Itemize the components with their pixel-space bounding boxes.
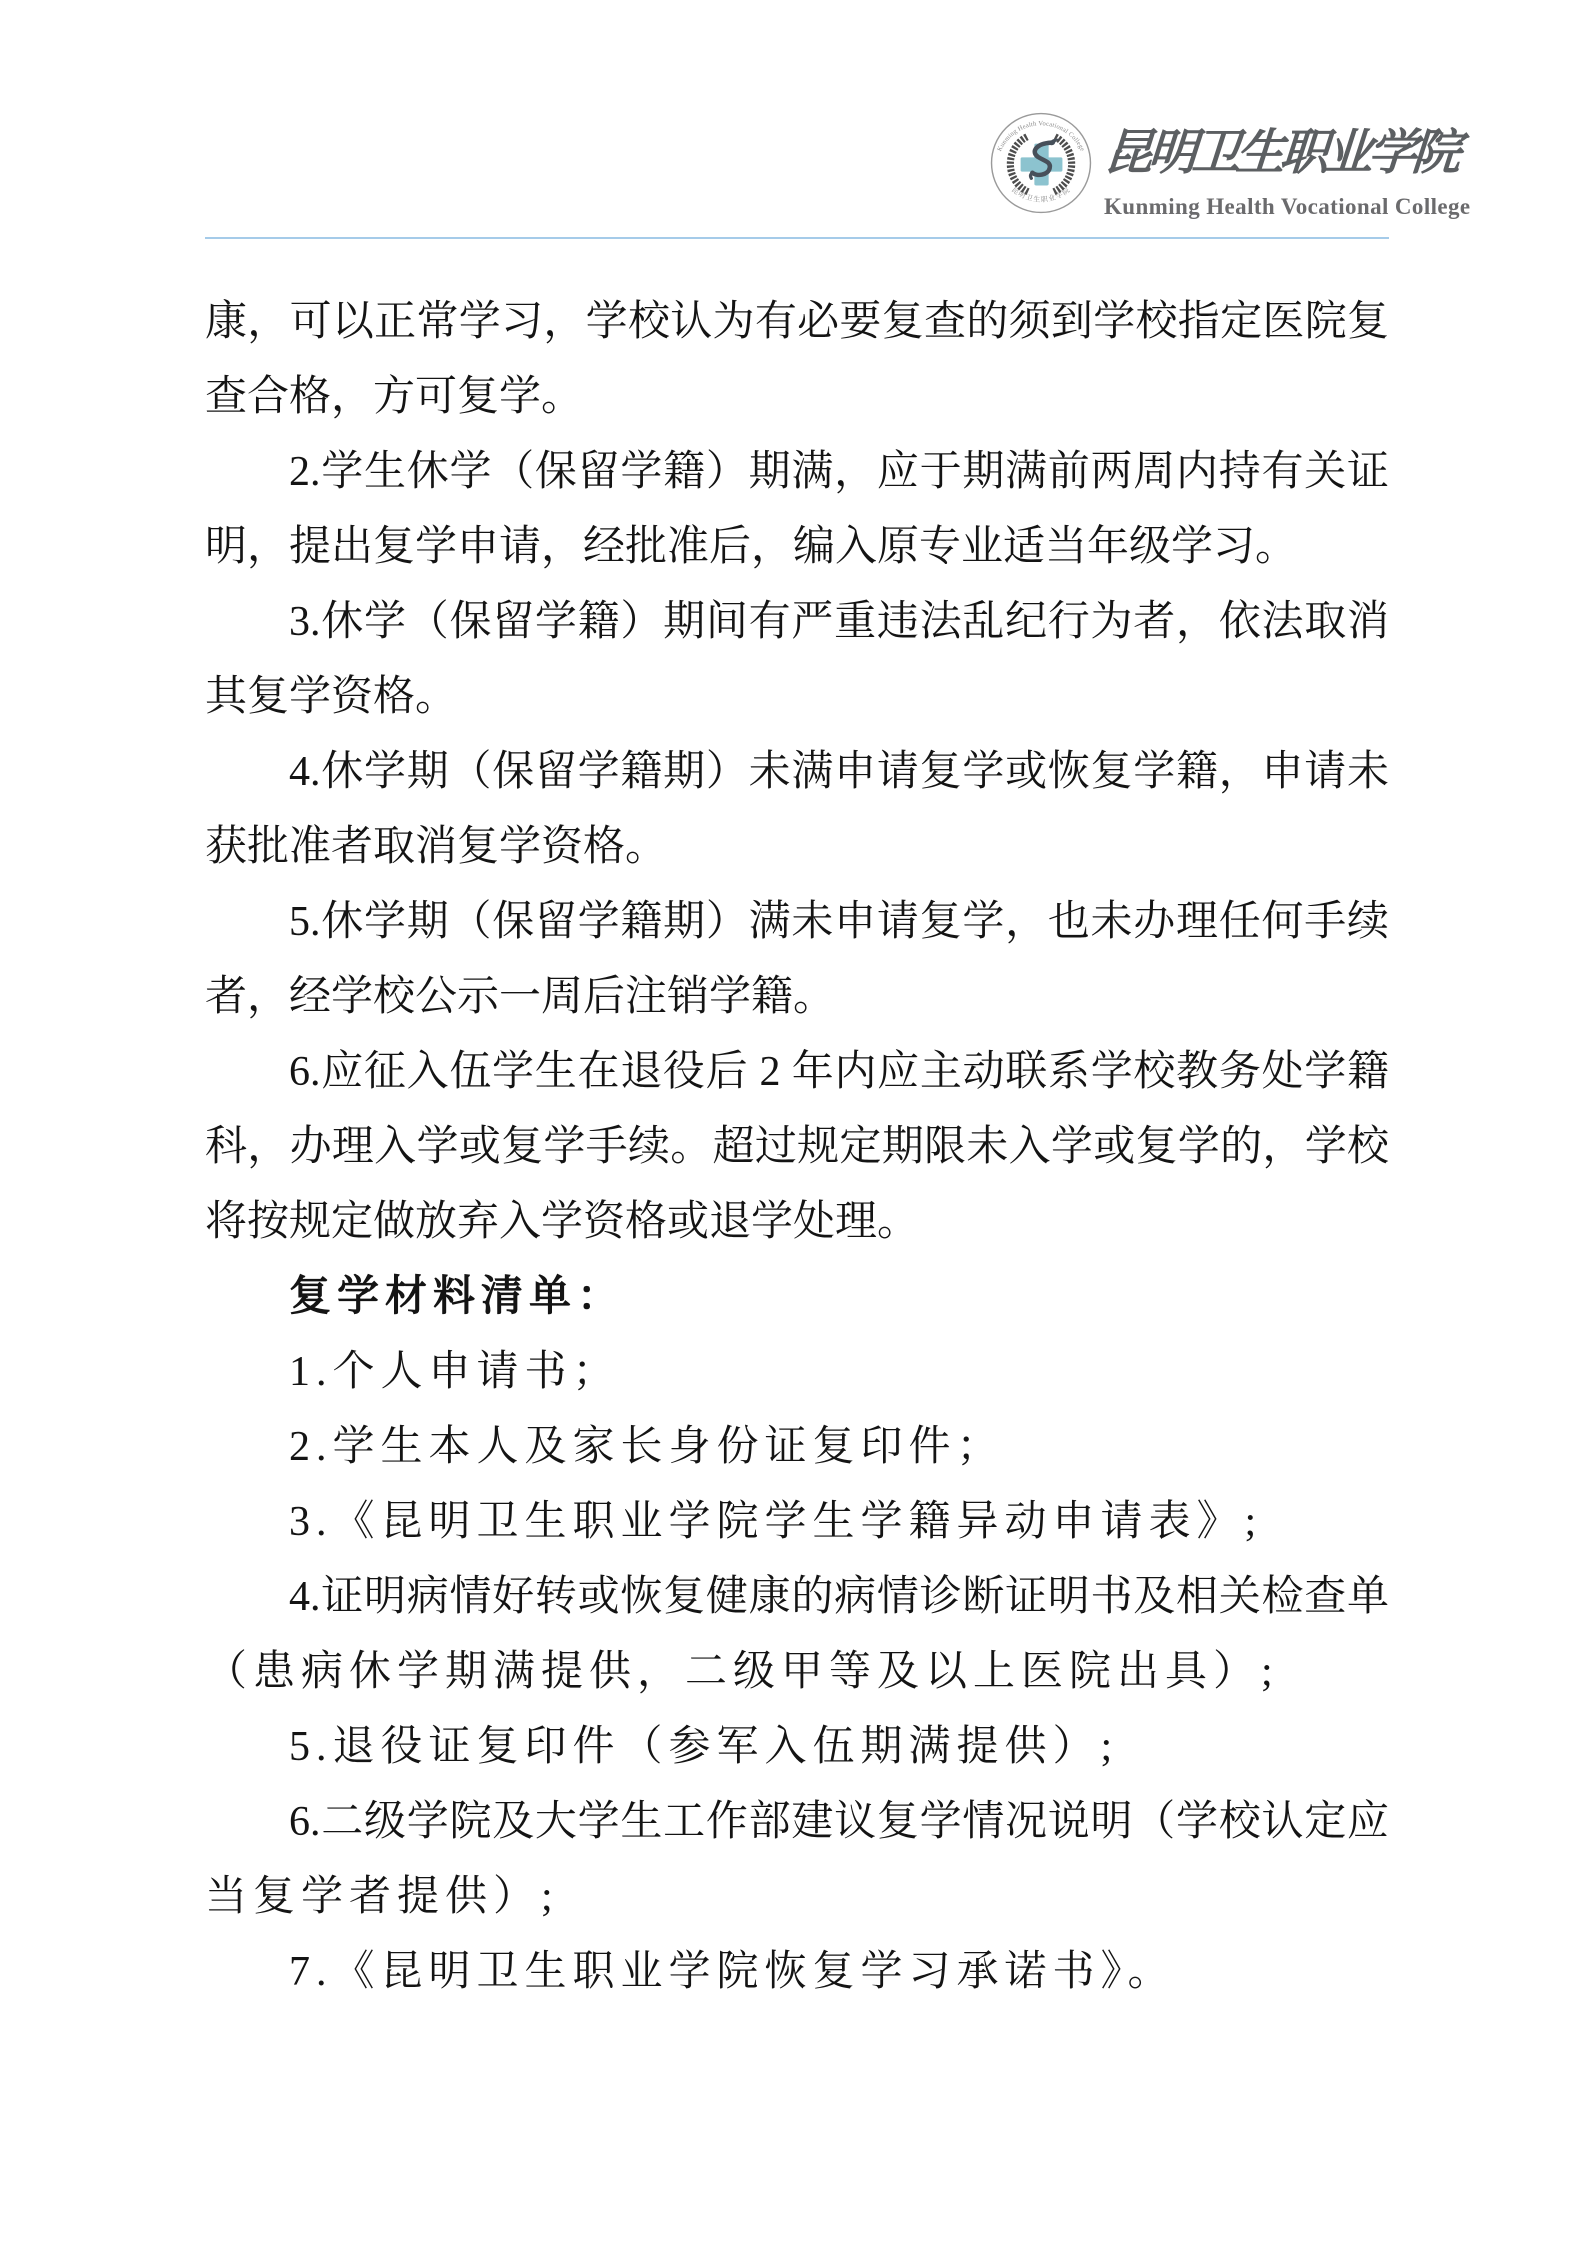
text-line: 者，经学校公示一周后注销学籍。 — [205, 974, 836, 1020]
text-line: 获批准者取消复学资格。 — [205, 824, 668, 870]
text-line: 6.应征入伍学生在退役后 2 年内应主动联系学校教务处学籍 — [289, 1049, 1389, 1095]
text-line: 4.休学期（保留学籍期）未满申请复学或恢复学籍，申请未 — [289, 749, 1389, 795]
text-line: 康，可以正常学习，学校认为有必要复查的须到学校指定医院复 — [205, 299, 1389, 345]
text-line: 查合格，方可复学。 — [205, 374, 584, 420]
text-line: 1.个人申请书； — [289, 1349, 621, 1395]
header — [990, 112, 1471, 220]
text-line: 科，办理入学或复学手续。超过规定期限未入学或复学的，学校 — [205, 1124, 1389, 1170]
text-line: 2.学生休学（保留学籍）期满，应于期满前两周内持有关证 — [289, 449, 1389, 495]
text-line: 5.退役证复印件（参军入伍期满提供）; — [289, 1724, 1119, 1770]
text-line: 3.《昆明卫生职业学院学生学籍异动申请表》; — [289, 1499, 1263, 1545]
text-line: 2.学生本人及家长身份证复印件； — [289, 1424, 1005, 1470]
text-line: 7.《昆明卫生职业学院恢复学习承诺书》。 — [289, 1949, 1176, 1995]
college-titles — [1104, 112, 1471, 220]
text-line: 6.二级学院及大学生工作部建议复学情况说明（学校认定应 — [289, 1799, 1389, 1845]
logo-arc-text-top: Kunming Health Vocational College — [996, 120, 1086, 153]
text-line: 4.证明病情好转或恢复健康的病情诊断证明书及相关检查单 — [289, 1574, 1389, 1620]
text-line: 明，提出复学申请，经批准后，编入原专业适当年级学习。 — [205, 524, 1298, 570]
college-name-calligraphy: 昆明卫生职业学院 — [1102, 125, 1458, 180]
logo-arc-text-bottom: 昆明卫生职业学院 — [1009, 185, 1073, 204]
text-line: 将按规定做放弃入学资格或退学处理。 — [205, 1199, 920, 1245]
section-title: 复学材料清单： — [289, 1274, 626, 1320]
text-line: 5.休学期（保留学籍期）满未申请复学，也未办理任何手续 — [289, 899, 1389, 945]
text-line: 其复学资格。 — [205, 674, 458, 720]
college-logo — [990, 112, 1092, 214]
document-body — [205, 285, 1389, 2010]
text-line: （患病休学期满提供，二级甲等及以上医院出具）; — [205, 1649, 1279, 1695]
text-line: 当复学者提供）; — [205, 1874, 559, 1920]
college-name-english: Kunming Health Vocational College — [1104, 194, 1471, 219]
header-divider — [205, 237, 1389, 239]
text-line: 3.休学（保留学籍）期间有严重违法乱纪行为者，依法取消 — [289, 599, 1389, 645]
